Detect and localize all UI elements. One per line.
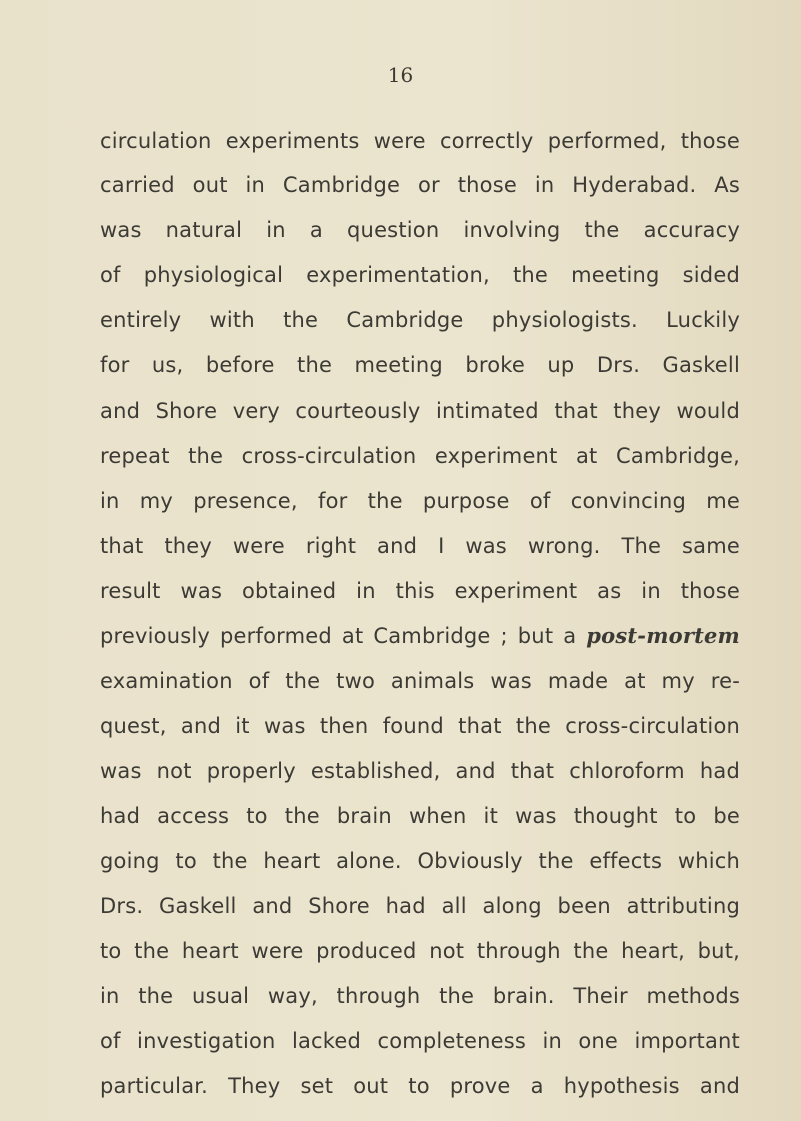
text-line: of physiological experimentation, the meeting sided — [100, 263, 740, 287]
text-line: had access to the brain when it was thought to be — [100, 804, 740, 828]
text-line: and Shore very courteously intimated that they would — [100, 399, 740, 423]
text-line: particular. They set out to prove a hypothesis and — [100, 1074, 740, 1098]
text-segment: previously performed at Cambridge ; but a — [100, 624, 577, 648]
text-line: was not properly established, and that chloroform had — [100, 759, 740, 783]
text-line-with-italic — [100, 622, 740, 650]
text-line: that they were right and I was wrong. The same — [100, 534, 740, 558]
text-line: of investigation lacked completeness in one important — [100, 1029, 740, 1053]
text-line: circulation experiments were correctly performed, those — [100, 129, 740, 153]
text-line: quest, and it was then found that the cross-circulation — [100, 714, 740, 738]
text-line: examination of the two animals was made at my re- — [100, 669, 740, 693]
text-line: carried out in Cambridge or those in Hyderabad. As — [100, 173, 740, 197]
text-line: in my presence, for the purpose of convincing me — [100, 489, 740, 513]
text-line: in the usual way, through the brain. Their methods — [100, 984, 740, 1008]
text-line: going to the heart alone. Obviously the effects which — [100, 849, 740, 873]
text-line: was natural in a question involving the accuracy — [100, 218, 740, 242]
page-number: 16 — [387, 63, 414, 87]
italic-phrase: post-mortem — [586, 623, 740, 648]
text-line: to the heart were produced not through the heart, but, — [100, 939, 740, 963]
text-line: repeat the cross-circulation experiment at Cambridge, — [100, 444, 740, 468]
text-line: Drs. Gaskell and Shore had all along been attributing — [100, 894, 740, 918]
text-line: for us, before the meeting broke up Drs. Gaskell — [100, 353, 740, 377]
text-line: entirely with the Cambridge physiologists. Luckily — [100, 308, 740, 332]
text-line: result was obtained in this experiment as in those — [100, 579, 740, 603]
